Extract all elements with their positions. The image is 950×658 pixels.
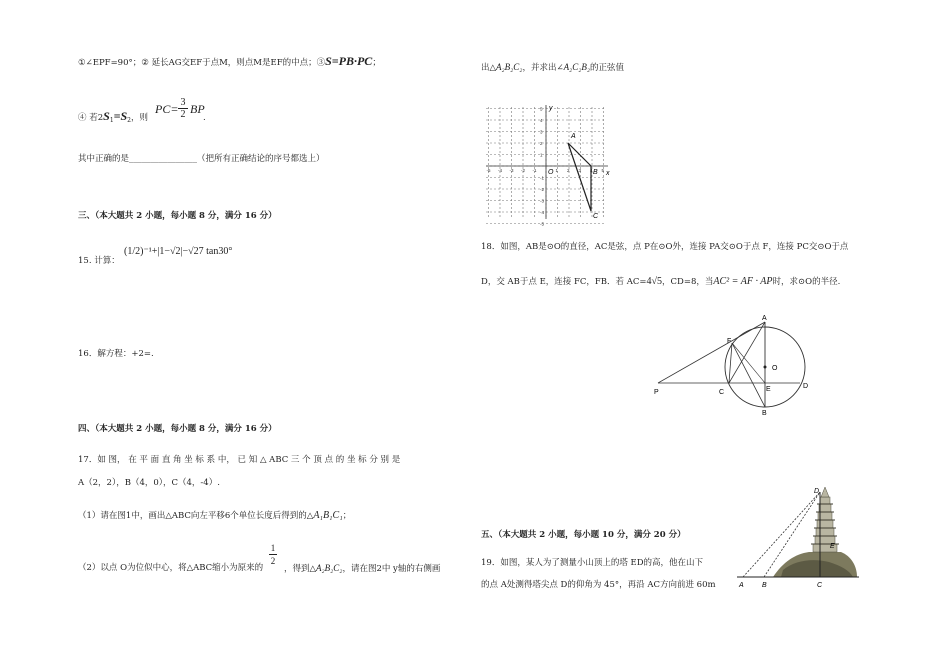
statement-4-prefix: ④ 若2 bbox=[78, 113, 104, 123]
q17-part-1 bbox=[78, 510, 351, 522]
q15-label: 15. 计算： bbox=[78, 256, 120, 266]
chord-fb bbox=[732, 343, 765, 407]
section-5-heading: 五、（本大题共 2 小题，每小题 10 分，满分 20 分） bbox=[481, 530, 686, 540]
coordinate-grid-figure bbox=[484, 103, 614, 227]
answer-prompt: 其中正确的是________________（把所有正确结论的序号都选上） bbox=[78, 154, 325, 164]
section-4-heading: 四、（本大题共 2 小题，每小题 8 分，满分 16 分） bbox=[78, 424, 277, 434]
statement-1-3 bbox=[78, 56, 381, 69]
q17-part-1-text: （1）请在图1中，画出△ABC向左平移6个单位长度后得到的△ bbox=[78, 511, 314, 521]
fraction-1-2-bar bbox=[269, 554, 277, 555]
y-axis-label: y bbox=[549, 105, 553, 112]
x-tick-label: -2 bbox=[521, 168, 526, 173]
a1b1c1-symbol: A₁B₁C₁ bbox=[313, 510, 343, 521]
circle-geometry-figure bbox=[650, 312, 820, 420]
q18-line-2-b: ，CD=8，当 bbox=[662, 277, 714, 287]
bp-label: BP bbox=[190, 102, 205, 116]
y-tick-label: -1 bbox=[540, 175, 545, 181]
chord-fe bbox=[732, 343, 765, 383]
tower-label-a: A bbox=[739, 582, 744, 589]
x-tick-label: -4 bbox=[498, 168, 503, 173]
q16-text: 16．解方程：+2=. bbox=[78, 349, 154, 359]
pc-formula-label: PC= bbox=[155, 102, 179, 116]
section-3-heading: 三、（本大题共 2 小题，每小题 8 分，满分 16 分） bbox=[78, 211, 277, 221]
vertex-b-label: B bbox=[593, 169, 598, 176]
x-tick-label: -3 bbox=[509, 168, 514, 173]
statement-4-then: ，则 bbox=[130, 113, 148, 123]
y-tick-label: -4 bbox=[540, 210, 545, 215]
tower-label-e: E bbox=[830, 543, 835, 550]
q17-part-2-a: （2）以点 O为位似中心，将△ABC缩小为原来的 bbox=[78, 563, 264, 573]
q17-continued bbox=[481, 62, 624, 74]
statement-1-3-text: ①∠EPF=90°；② 延长AG交EF于点M，则点M是EF的中点；③ bbox=[78, 58, 326, 68]
q19-line-1: 19．如图，某人为了测量小山顶上的塔 ED的高，他在山下 bbox=[481, 558, 704, 568]
q18-line-2-c: 时，求⊙O的半径. bbox=[772, 277, 841, 287]
s1-symbol: S bbox=[103, 109, 110, 123]
q17-cont-b: ，并求出∠ bbox=[522, 63, 564, 73]
fraction-1-2 bbox=[269, 543, 277, 566]
label-e: E bbox=[766, 386, 771, 393]
x-tick-label: -1 bbox=[532, 168, 537, 173]
q17-part-2-c-text: ，请在图2中 y轴的右侧画 bbox=[342, 564, 441, 574]
label-a: A bbox=[762, 315, 767, 322]
q15-expression: (1/2)⁻¹+|1−√2|−√27 tan30° bbox=[124, 246, 233, 257]
vertex-c-label: C bbox=[593, 213, 599, 220]
q17-part-2-b-text: ，得到△ bbox=[284, 564, 317, 574]
ac-root-value: 4√5 bbox=[646, 276, 663, 287]
tower-label-b: B bbox=[762, 582, 767, 589]
x-tick-label: -5 bbox=[486, 168, 491, 173]
tower-label-d: D bbox=[814, 488, 820, 495]
origin-label: O bbox=[548, 169, 554, 176]
label-d: D bbox=[803, 383, 809, 390]
label-f: F bbox=[727, 338, 732, 345]
line-pa bbox=[658, 322, 765, 383]
y-tick-label: 5 bbox=[540, 106, 543, 112]
x-tick-label: 1 bbox=[555, 168, 559, 173]
y-tick-label: -5 bbox=[540, 221, 545, 227]
y-tick-label: 1 bbox=[540, 152, 543, 158]
q17-part-1-end: ； bbox=[342, 511, 352, 521]
y-tick-label: -3 bbox=[540, 198, 545, 204]
q17-line-2: A（2，2），B（4，0），C（4，-4）. bbox=[78, 478, 220, 488]
fraction-1-2-den: 2 bbox=[270, 556, 276, 566]
fraction-numerator: 3 bbox=[180, 97, 186, 108]
center-point bbox=[764, 366, 767, 369]
x-tick-label: 3 bbox=[578, 168, 582, 173]
q17-line-1: 17．如 图， 在 平 面 直 角 坐 标 系 中， 已 知 △ ABC 三 个 顶 点 的 坐 标 分 别 是 bbox=[78, 455, 401, 465]
x-axis-label: x bbox=[606, 170, 610, 177]
q18-line-2 bbox=[481, 276, 840, 288]
vertex-a-label: A bbox=[571, 133, 576, 140]
label-b: B bbox=[762, 410, 767, 417]
a2b2c2-symbol-right: A₂B₂C₂ bbox=[496, 62, 523, 72]
statement-end: ； bbox=[372, 58, 381, 68]
label-p: P bbox=[654, 389, 659, 396]
label-o: O bbox=[772, 365, 778, 372]
period: . bbox=[203, 113, 206, 123]
y-tick-label: 3 bbox=[540, 129, 543, 135]
fraction-3-2 bbox=[178, 97, 188, 120]
x-tick-label: 5 bbox=[601, 168, 605, 173]
formula-s-pb-pc: S=PB·PC bbox=[325, 54, 373, 68]
q17-cont-a: 出△ bbox=[481, 63, 497, 73]
y-tick-label: 2 bbox=[540, 141, 543, 146]
angle-a2c2b2-symbol: A₂C₂B₂ bbox=[563, 62, 590, 72]
q18-line-1: 18．如图，AB是⊙O的直径，AC是弦，点 P在⊙O外，连接 PA交⊙O于点 F，连接 PC交⊙O于点 bbox=[481, 242, 849, 252]
ac-squared-formula: AC² = AF · AP bbox=[713, 276, 773, 287]
x-tick-label: 4 bbox=[590, 168, 593, 173]
y-tick-label: 4 bbox=[540, 118, 543, 123]
fraction-denominator: 2 bbox=[180, 109, 186, 120]
label-c: C bbox=[719, 389, 725, 396]
triangle-abc bbox=[568, 143, 591, 211]
s2-equals: =S bbox=[113, 109, 128, 123]
y-tick-label: -2 bbox=[540, 187, 545, 192]
fraction-1-2-num: 1 bbox=[270, 543, 276, 553]
x-tick-label: 2 bbox=[567, 168, 570, 173]
tower-label-c: C bbox=[817, 582, 823, 589]
q18-line-2-a: D，交 AB于点 E，连接 FC，FB．若 AC= bbox=[481, 277, 647, 287]
a2b2c2-symbol: A₂B₂C₂ bbox=[316, 563, 343, 573]
statement-4: ④ 若$2S_1=S_2$，则 bbox=[78, 109, 148, 124]
tower-hill-figure bbox=[733, 482, 863, 592]
q19-line-2: 的点 A处测得塔尖点 D的仰角为 45°，再沿 AC方向前进 60m bbox=[481, 580, 716, 590]
q17-part-2-b bbox=[284, 563, 440, 575]
q17-cont-c: 的正弦值 bbox=[589, 63, 624, 73]
